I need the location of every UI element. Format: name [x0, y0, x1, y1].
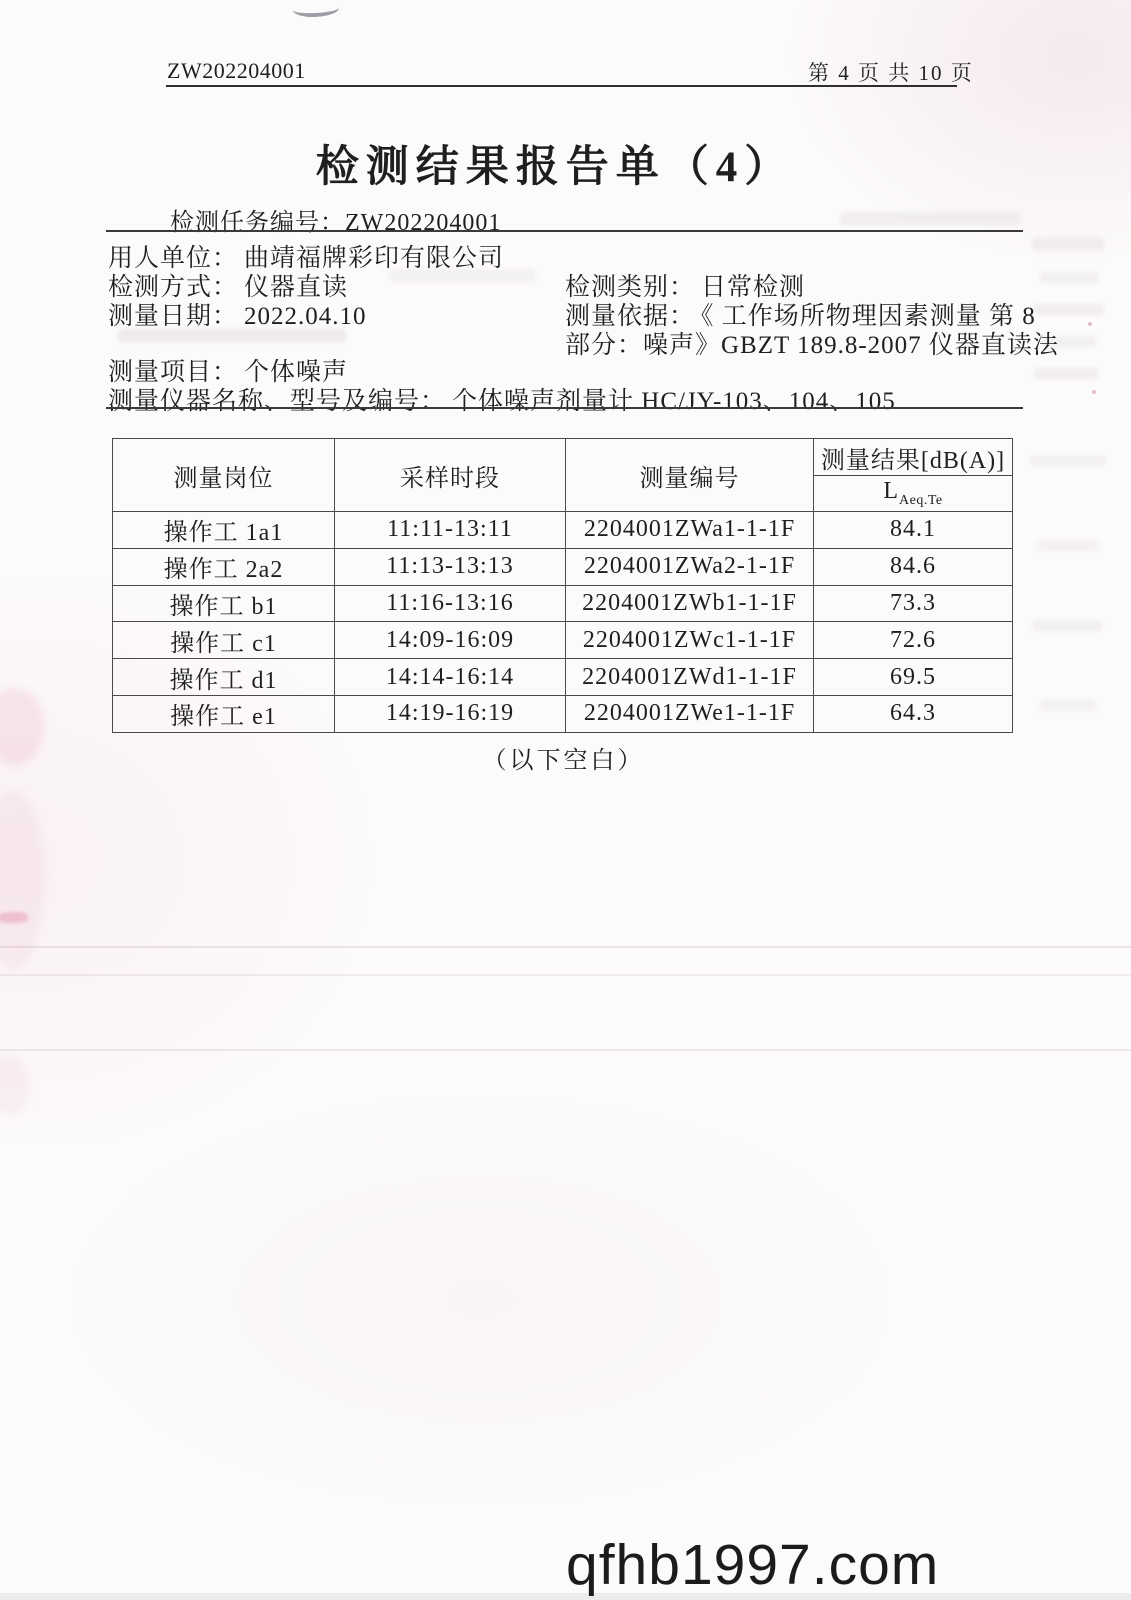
cell-code: 2204001ZWa1-1-1F: [566, 512, 814, 549]
bleed-through-artifact: [840, 212, 1020, 225]
site-watermark: qfhb1997.com: [566, 1533, 940, 1597]
category-label: 检测类别：: [565, 274, 696, 301]
table-row: [113, 512, 1013, 549]
cell-result: 69.5: [814, 659, 1013, 696]
col-header-result: 测量结果[dB(A)]: [814, 439, 1013, 476]
date-value: 2022.04.10: [244, 303, 367, 330]
page-title: 检测结果报告单（4）: [315, 144, 795, 191]
table-row: [113, 585, 1013, 622]
pen-curl-mark: [293, 0, 340, 18]
cell-period: 14:09-16:09: [335, 622, 566, 659]
page-number: 第 4 页 共 10 页: [808, 61, 974, 85]
cell-position: 操作工 2a2: [113, 548, 335, 585]
basis-label: 测量依据：: [565, 303, 696, 330]
task-number-value: ZW202204001: [345, 210, 502, 236]
bleed-through-artifact: [1040, 272, 1098, 283]
basis-line-2: [565, 325, 1059, 361]
cell-period: 14:19-16:19: [335, 695, 566, 732]
pink-smudge: [0, 790, 44, 970]
item-value: 个体噪声: [244, 359, 349, 386]
category-value: 日常检测: [701, 274, 806, 301]
pink-smudge: [0, 912, 28, 923]
cell-position: 操作工 d1: [113, 659, 335, 696]
pink-smudge: [0, 688, 44, 766]
cell-result: 84.6: [814, 548, 1013, 585]
cell-position: 操作工 e1: [113, 695, 335, 732]
cell-code: 2204001ZWa2-1-1F: [566, 548, 814, 585]
employer-label: 用人单位：: [108, 245, 239, 272]
date-label: 测量日期：: [108, 303, 239, 330]
cell-result: 64.3: [814, 695, 1013, 732]
cell-position: 操作工 1a1: [113, 512, 335, 549]
header-rule: [166, 85, 957, 87]
cell-period: 11:11-13:11: [335, 512, 566, 549]
item-label: 测量项目：: [108, 359, 239, 386]
cell-period: 11:13-13:13: [335, 548, 566, 585]
doc-code: ZW202204001: [167, 58, 306, 83]
method-label: 检测方式：: [108, 274, 239, 301]
task-number-label: 检测任务编号：: [170, 210, 345, 236]
cell-code: 2204001ZWc1-1-1F: [566, 622, 814, 659]
basis-value-1: 《 工作场所物理因素测量 第 8: [701, 303, 1036, 330]
bleed-through-artifact: [1032, 238, 1104, 250]
ink-speck: [1092, 390, 1096, 394]
laeq-subscript: Aeq.Te: [899, 493, 943, 508]
scan-fold-line: [0, 946, 1131, 948]
bleed-through-artifact: [1034, 368, 1098, 379]
method-value: 仪器直读: [244, 274, 349, 301]
cell-code: 2204001ZWb1-1-1F: [566, 585, 814, 622]
date-line: [108, 296, 367, 332]
cell-position: 操作工 c1: [113, 622, 335, 659]
table-header-row: [113, 439, 1013, 476]
scan-fold-line: [0, 974, 1131, 976]
pink-smudge: [0, 1055, 30, 1115]
info-top-rule: [106, 230, 1023, 232]
results-table: [112, 438, 1013, 733]
col-header-position: 测量岗位: [113, 439, 335, 512]
basis-value-2: 部分：噪声》GBZT 189.8-2007 仪器直读法: [565, 332, 1059, 359]
bleed-through-artifact: [1032, 620, 1102, 631]
cell-result: 84.1: [814, 512, 1013, 549]
cell-period: 11:16-13:16: [335, 585, 566, 622]
table-row: [113, 695, 1013, 732]
instrument-value: 个体噪声剂量计 HC/JY-103、104、105: [452, 388, 896, 415]
cell-position: 操作工 b1: [113, 585, 335, 622]
info-bottom-rule: [106, 407, 1023, 409]
scan-fold-line: [0, 1049, 1131, 1051]
bleed-through-artifact: [1040, 700, 1096, 711]
laeq-symbol: L: [883, 478, 900, 504]
bleed-through-artifact: [1038, 540, 1098, 551]
cell-code: 2204001ZWe1-1-1F: [566, 695, 814, 732]
col-subheader-laeq: [814, 476, 1013, 512]
cell-result: 72.6: [814, 622, 1013, 659]
cell-period: 14:14-16:14: [335, 659, 566, 696]
cell-result: 73.3: [814, 585, 1013, 622]
ink-speck: [1088, 322, 1092, 326]
table-row: [113, 659, 1013, 696]
employer-value: 曲靖福牌彩印有限公司: [244, 245, 505, 272]
col-header-period: 采样时段: [335, 439, 566, 512]
instrument-label: 测量仪器名称、型号及编号：: [108, 388, 447, 415]
col-header-code: 测量编号: [566, 439, 814, 512]
table-row: [113, 548, 1013, 585]
below-blank-note: （以下空白）: [482, 748, 645, 774]
bleed-through-artifact: [1034, 304, 1104, 315]
table-row: [113, 622, 1013, 659]
bleed-through-artifact: [1030, 455, 1106, 466]
cell-code: 2204001ZWd1-1-1F: [566, 659, 814, 696]
instrument-line: [108, 381, 896, 417]
